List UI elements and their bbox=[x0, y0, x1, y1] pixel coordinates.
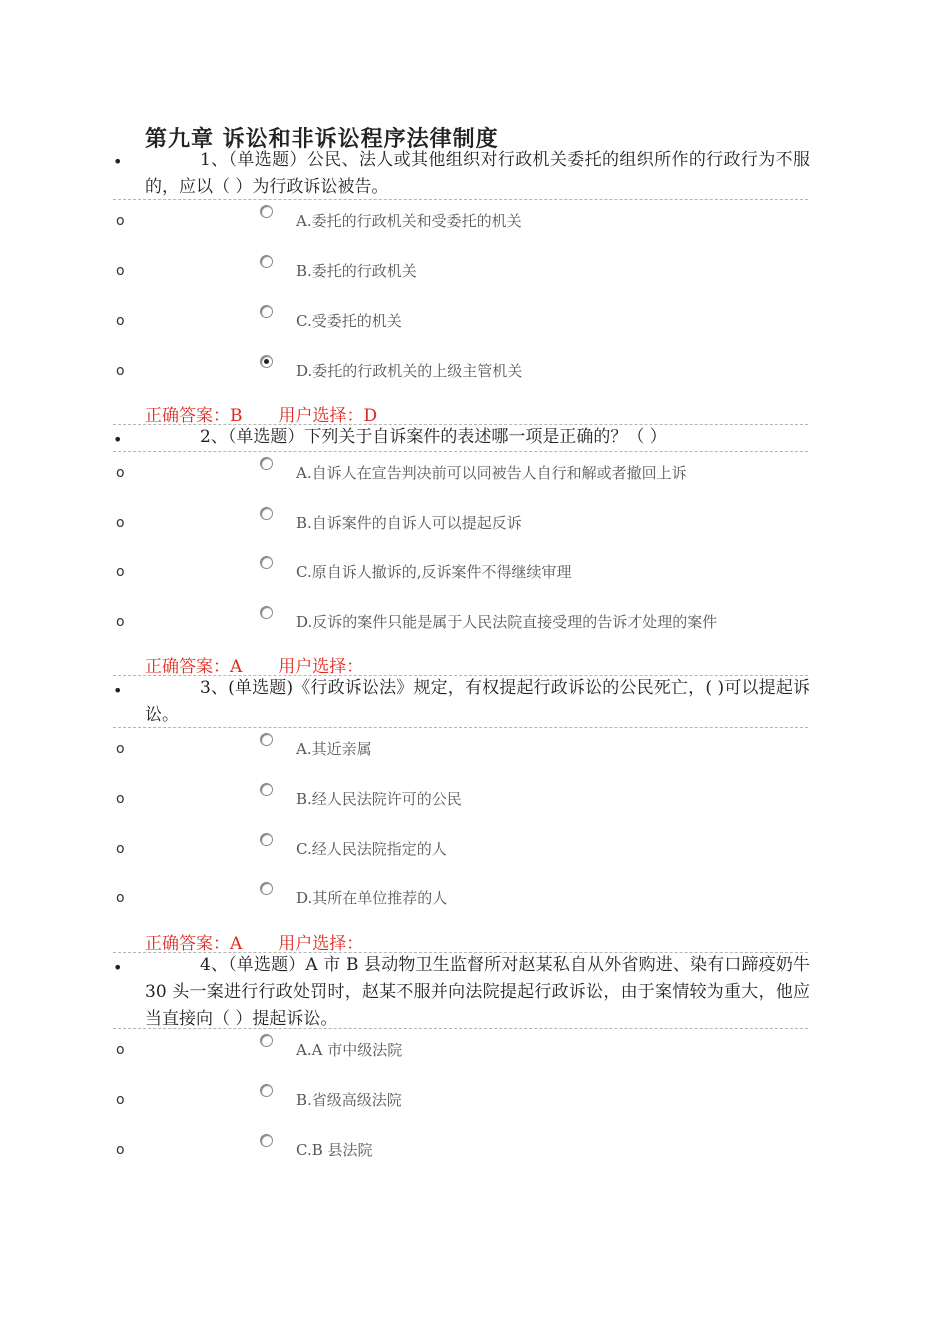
option-bullet: o bbox=[116, 213, 125, 229]
option-d[interactable] bbox=[0, 355, 950, 385]
option-label: A.其近亲属 bbox=[296, 740, 372, 758]
option-label: D.其所在单位推荐的人 bbox=[296, 889, 448, 907]
option-label: B.经人民法院许可的公民 bbox=[296, 790, 462, 808]
option-label: A.自诉人在宣告判决前可以同被告人自行和解或者撤回上诉 bbox=[296, 464, 687, 482]
option-bullet: o bbox=[116, 741, 125, 757]
question-text: 2、（单选题）下列关于自诉案件的表述哪一项是正确的？（ ） bbox=[200, 427, 667, 447]
option-bullet: o bbox=[116, 1042, 125, 1058]
radio-button[interactable] bbox=[260, 1134, 273, 1147]
option-bullet: o bbox=[116, 263, 125, 279]
correct-answer: 正确答案：B bbox=[145, 406, 243, 426]
radio-button[interactable] bbox=[260, 733, 273, 746]
correct-answer: 正确答案：A bbox=[145, 934, 243, 954]
radio-button[interactable] bbox=[260, 882, 273, 895]
radio-button-selected[interactable] bbox=[260, 355, 273, 368]
option-label: B.委托的行政机关 bbox=[296, 262, 417, 280]
option-bullet: o bbox=[116, 890, 125, 906]
option-a[interactable] bbox=[0, 205, 950, 235]
question-bullet: • bbox=[113, 152, 123, 171]
question-bullet: • bbox=[113, 430, 123, 449]
option-b[interactable] bbox=[0, 255, 950, 285]
option-label: B.省级高级法院 bbox=[296, 1091, 402, 1109]
question-text: 4、（单选题）A 市 B 县动物卫生监督所对赵某私自从外省购进、染有口蹄疫奶牛 30 头一案进行行政处罚时，赵某不服并向法院提起行政诉讼，由于案情较为重大，他应当直接向（ ）提起诉讼。 bbox=[145, 955, 810, 1029]
option-bullet: o bbox=[116, 841, 125, 857]
option-bullet: o bbox=[116, 515, 125, 531]
option-bullet: o bbox=[116, 791, 125, 807]
option-c[interactable] bbox=[0, 1134, 950, 1164]
radio-button[interactable] bbox=[260, 205, 273, 218]
divider bbox=[113, 727, 808, 728]
option-bullet: o bbox=[116, 465, 125, 481]
option-a[interactable] bbox=[0, 733, 950, 763]
user-choice: 用户选择： bbox=[278, 934, 364, 954]
option-bullet: o bbox=[116, 564, 125, 580]
radio-button[interactable] bbox=[260, 833, 273, 846]
radio-button[interactable] bbox=[260, 457, 273, 470]
answer-line bbox=[145, 401, 377, 426]
divider bbox=[113, 199, 808, 200]
radio-button[interactable] bbox=[260, 255, 273, 268]
option-label: C.B 县法院 bbox=[296, 1141, 373, 1159]
question-bullet: • bbox=[113, 958, 123, 977]
answer-line bbox=[145, 652, 363, 677]
option-bullet: o bbox=[116, 313, 125, 329]
option-label: C.原自诉人撤诉的,反诉案件不得继续审理 bbox=[296, 563, 572, 581]
radio-button[interactable] bbox=[260, 606, 273, 619]
radio-button[interactable] bbox=[260, 783, 273, 796]
option-label: D.委托的行政机关的上级主管机关 bbox=[296, 362, 523, 380]
option-label: B.自诉案件的自诉人可以提起反诉 bbox=[296, 514, 522, 532]
option-label: C.受委托的机关 bbox=[296, 312, 402, 330]
option-label: A.A 市中级法院 bbox=[296, 1041, 403, 1059]
option-a[interactable] bbox=[0, 1034, 950, 1064]
option-label: A.委托的行政机关和受委托的机关 bbox=[296, 212, 522, 230]
divider bbox=[113, 1028, 808, 1029]
option-c[interactable] bbox=[0, 556, 950, 586]
correct-answer: 正确答案：A bbox=[145, 657, 243, 677]
option-d[interactable] bbox=[0, 606, 950, 636]
option-b[interactable] bbox=[0, 507, 950, 537]
option-bullet: o bbox=[116, 1092, 125, 1108]
option-b[interactable] bbox=[0, 1084, 950, 1114]
option-bullet: o bbox=[116, 363, 125, 379]
radio-button[interactable] bbox=[260, 507, 273, 520]
option-c[interactable] bbox=[0, 305, 950, 335]
user-choice: 用户选择：D bbox=[278, 406, 378, 426]
option-a[interactable] bbox=[0, 457, 950, 487]
radio-button[interactable] bbox=[260, 556, 273, 569]
option-b[interactable] bbox=[0, 783, 950, 813]
option-bullet: o bbox=[116, 614, 125, 630]
option-bullet: o bbox=[116, 1142, 125, 1158]
radio-button[interactable] bbox=[260, 305, 273, 318]
radio-button[interactable] bbox=[260, 1034, 273, 1047]
user-choice: 用户选择： bbox=[278, 657, 364, 677]
option-c[interactable] bbox=[0, 833, 950, 863]
option-d[interactable] bbox=[0, 882, 950, 912]
chapter-title: 第九章 诉讼和非诉讼程序法律制度 bbox=[145, 126, 499, 152]
answer-line bbox=[145, 929, 363, 954]
question-text: 1、（单选题）公民、法人或其他组织对行政机关委托的组织所作的行政行为不服的，应以（ ）为行政诉讼被告。 bbox=[145, 150, 810, 197]
option-label: C.经人民法院指定的人 bbox=[296, 840, 447, 858]
divider bbox=[113, 451, 808, 452]
radio-button[interactable] bbox=[260, 1084, 273, 1097]
option-label: D.反诉的案件只能是属于人民法院直接受理的告诉才处理的案件 bbox=[296, 613, 718, 631]
question-text: 3、(单选题)《行政诉讼法》规定，有权提起行政诉讼的公民死亡，( )可以提起诉讼。 bbox=[145, 678, 810, 725]
question-bullet: • bbox=[113, 681, 123, 700]
